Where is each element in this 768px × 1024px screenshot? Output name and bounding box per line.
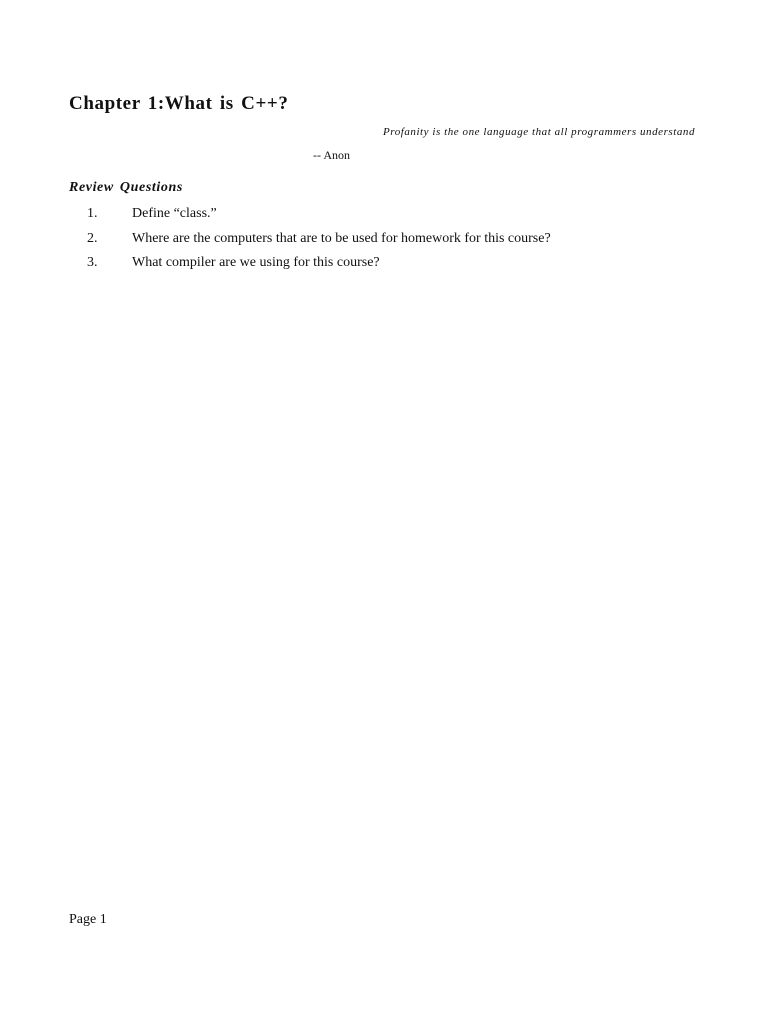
chapter-title: Chapter 1:What is C++?: [69, 93, 289, 114]
question-item: [0, 204, 768, 229]
review-questions-heading: Review Questions: [69, 180, 183, 195]
question-text: Where are the computers that are to be used for homework for this course?: [132, 230, 551, 246]
epigraph-attribution: -- Anon: [313, 148, 350, 162]
question-item: [0, 229, 768, 254]
question-number: 1.: [87, 206, 98, 221]
epigraph-quote: Profanity is the one language that all programmers understand: [383, 126, 695, 138]
page-number: Page 1: [69, 912, 107, 927]
question-item: [0, 253, 768, 278]
question-number: 2.: [87, 230, 98, 246]
question-number: 3.: [87, 255, 98, 270]
question-text: What compiler are we using for this course?: [132, 255, 380, 270]
question-text: Define “class.”: [132, 206, 217, 221]
review-questions-list: [0, 204, 768, 278]
